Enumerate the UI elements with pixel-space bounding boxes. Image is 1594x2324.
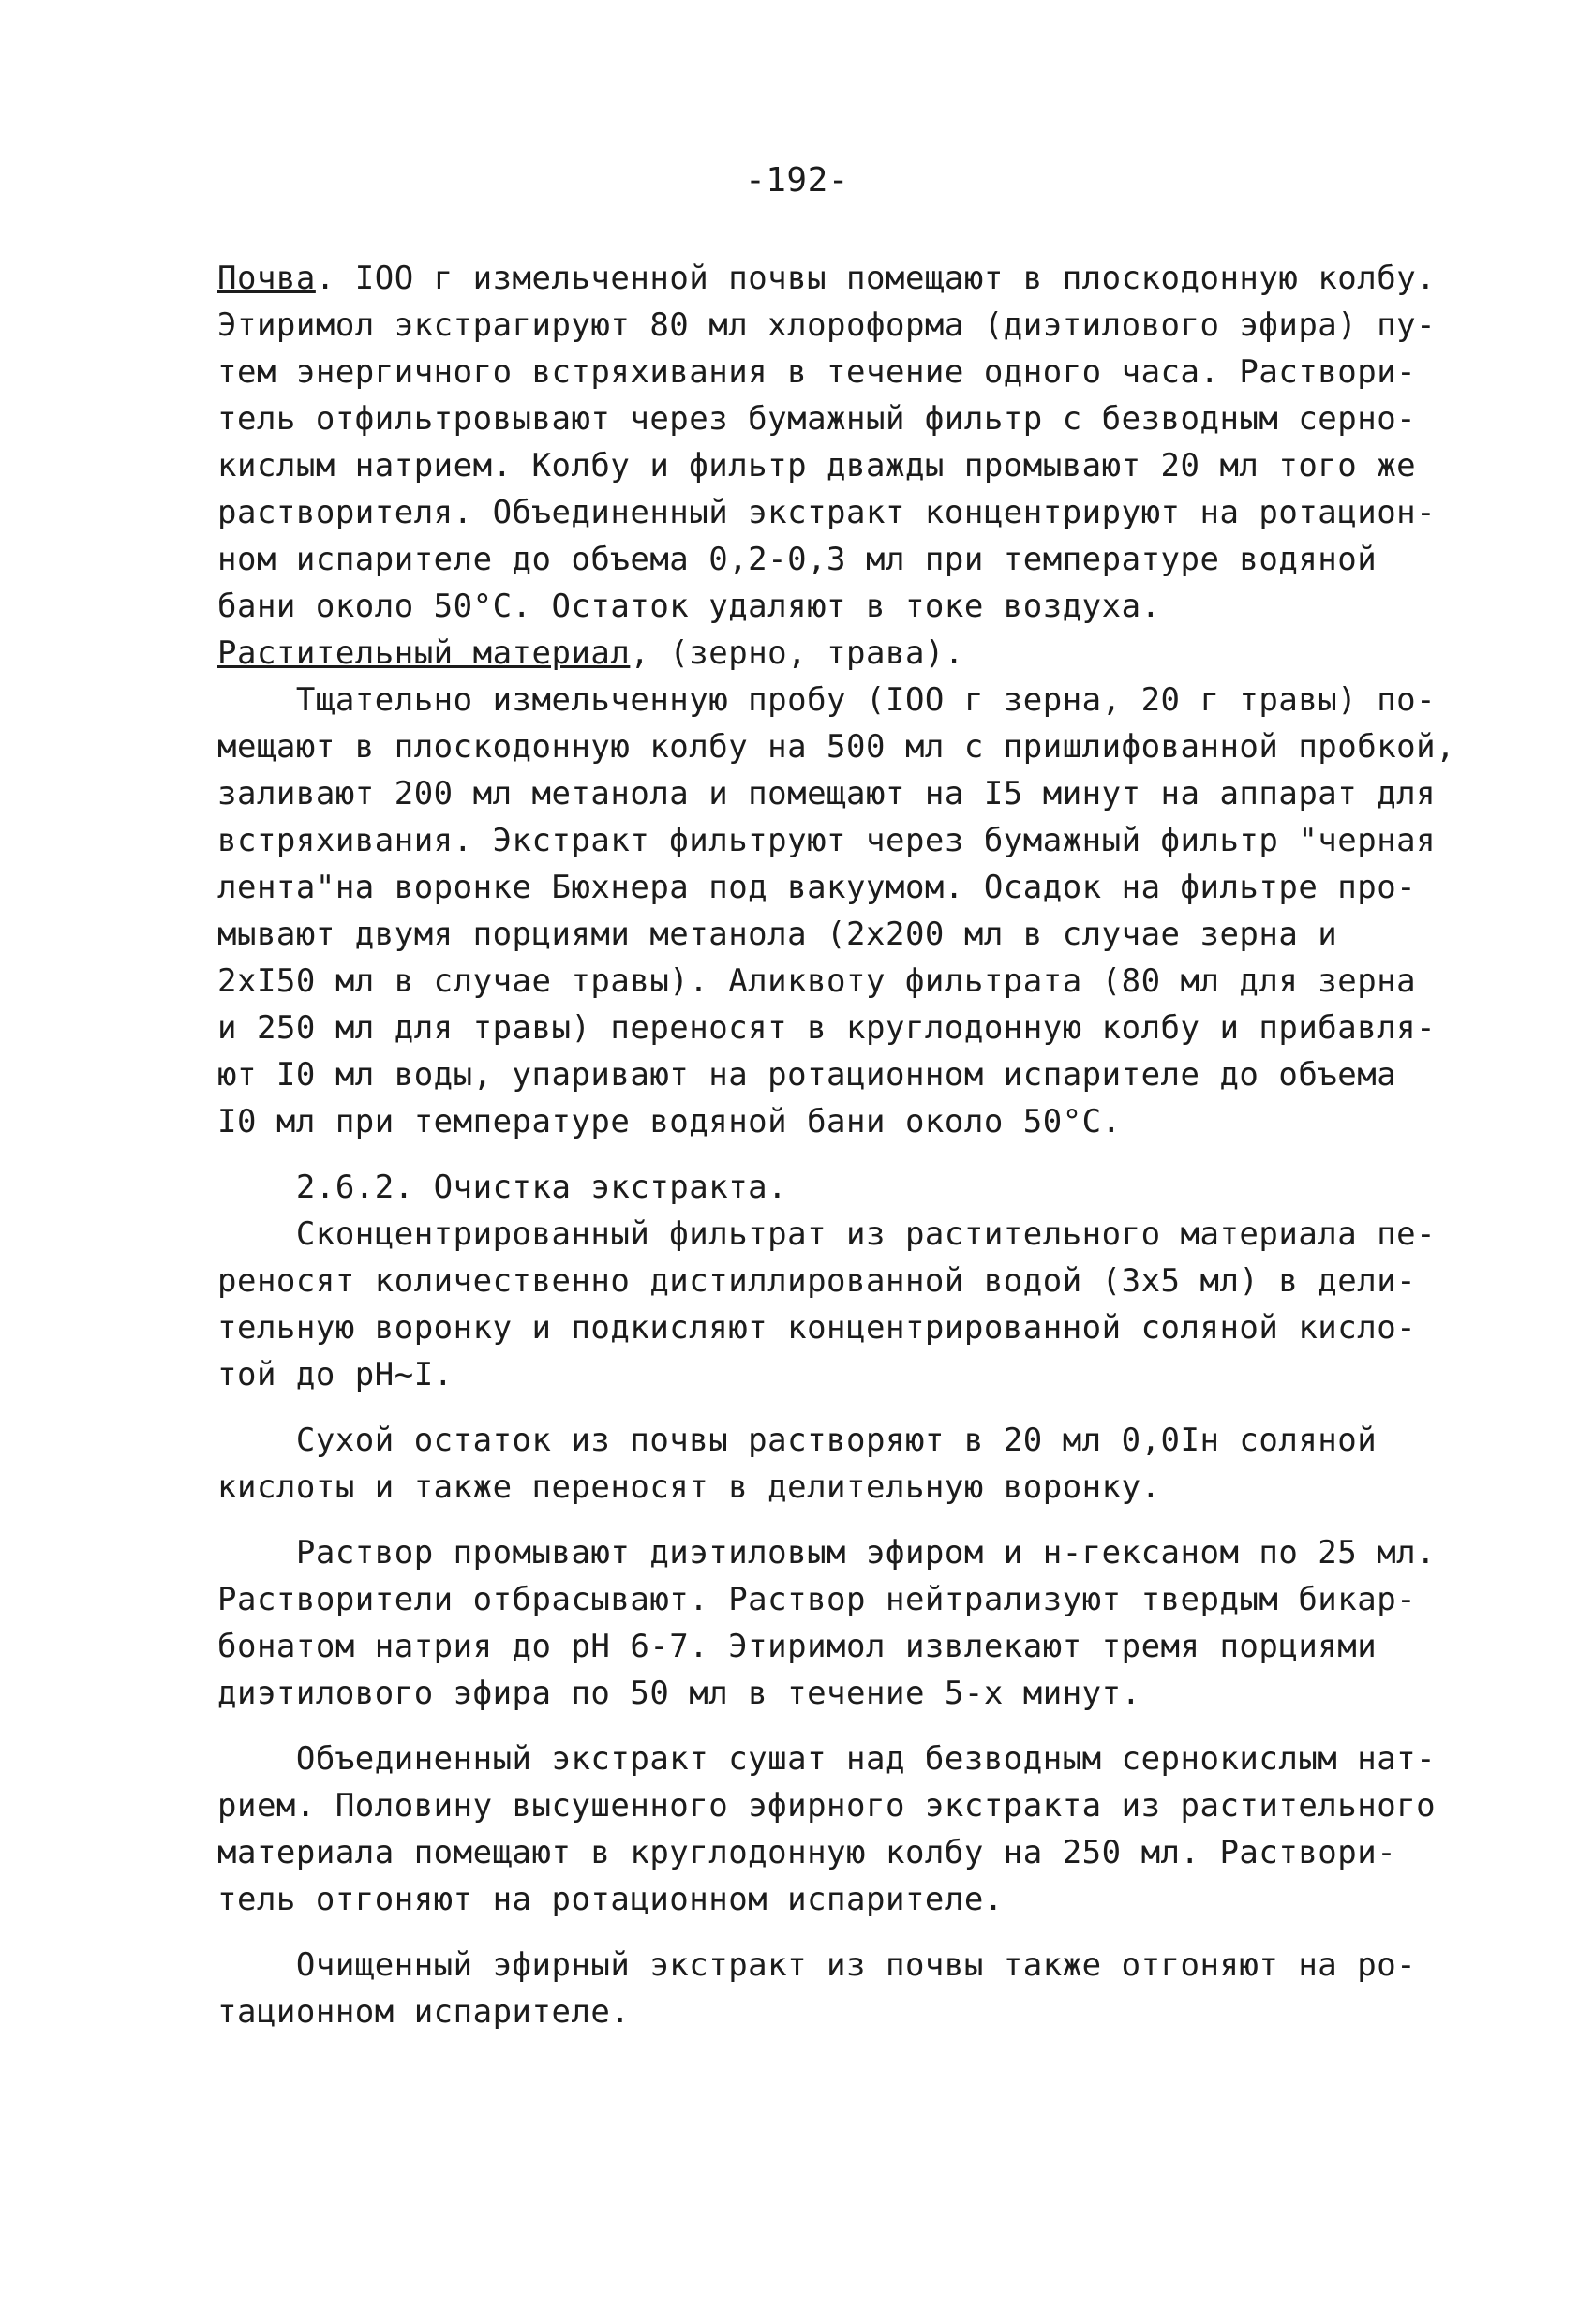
text-fragment: бонатом натрия до рН 6-7. Этиримол извлекают тремя порциями [217, 1628, 1378, 1665]
text-line [217, 1576, 1426, 1623]
text-line [217, 1670, 1426, 1717]
text-line [217, 958, 1426, 1005]
document-body [217, 255, 1456, 2035]
text-line [217, 1351, 1426, 1398]
text-fragment: кислым натрием. Колбу и фильтр дважды промывают 20 мл того же [217, 447, 1417, 484]
text-fragment: тельную воронку и подкисляют концентрированной соляной кисло- [217, 1309, 1417, 1347]
text-fragment: Этиримол экстрагируют 80 мл хлороформа (диэтилового эфира) пу- [217, 306, 1437, 344]
text-fragment: ют I0 мл воды, упаривают на ротационном испарителе до объема [217, 1056, 1397, 1094]
text-fragment: и 250 мл для травы) переносят в круглодонную колбу и прибавля- [217, 1009, 1437, 1047]
text-fragment: лента"на воронке Бюхнера под вакуумом. Осадок на фильтре про- [217, 869, 1417, 906]
text-fragment: Объединенный экстракт сушат над безводным сернокислым нат- [217, 1740, 1437, 1778]
text-line [217, 817, 1437, 864]
text-line [217, 1782, 1437, 1829]
section-heading: Растительный материал [217, 634, 631, 672]
text-line [217, 489, 1437, 536]
text-fragment: кислоты и также переносят в делительную воронку. [217, 1468, 1161, 1506]
text-line [217, 583, 1426, 630]
text-fragment: той до рН~I. [217, 1356, 454, 1393]
text-fragment: тем энергичного встряхивания в течение одного часа. Раствори- [217, 353, 1417, 391]
section-heading: Почва [217, 260, 316, 297]
text-line [217, 302, 1437, 349]
paragraph-gap [217, 1145, 1426, 1164]
text-fragment: Сконцентрированный фильтрат из растительного материала пе- [217, 1215, 1437, 1253]
text-fragment: материала помещают в круглодонную колбу на 250 мл. Раствори- [217, 1834, 1397, 1871]
text-line [217, 1417, 1426, 1464]
text-line [217, 395, 1426, 442]
text-fragment: 2.6.2. Очистка экстракта. [217, 1169, 788, 1206]
text-line [217, 1829, 1426, 1876]
page-number: -192- [745, 161, 849, 200]
text-line [217, 1164, 1426, 1211]
text-fragment: 2хI50 мл в случае травы). Аликвоту фильтрата (80 мл для зерна [217, 962, 1417, 1000]
text-fragment: Сухой остаток из почвы растворяют в 20 мл 0,0Iн соляной [217, 1422, 1378, 1459]
text-line [217, 1258, 1426, 1304]
text-fragment: тель отфильтровывают через бумажный фильтр с безводным серно- [217, 400, 1417, 438]
text-fragment: диэтилового эфира по 50 мл в течение 5-х минут. [217, 1675, 1141, 1712]
text-fragment: тель отгоняют на ротационном испарителе. [217, 1881, 1004, 1918]
text-fragment: тационном испарителе. [217, 1993, 631, 2031]
paragraph-gap [217, 1398, 1426, 1417]
text-fragment: Раствор промывают диэтиловым эфиром и н-гексаном по 25 мл. [217, 1534, 1437, 1572]
text-line [217, 1989, 1426, 2035]
paragraph-gap [217, 1511, 1426, 1529]
text-fragment: мывают двумя порциями метанола (2х200 мл в случае зерна и [217, 916, 1338, 953]
text-fragment: реносят количественно дистиллированной водой (3х5 мл) в дели- [217, 1262, 1417, 1300]
text-line [217, 1736, 1437, 1782]
text-line [217, 1876, 1426, 1923]
text-line [217, 1529, 1437, 1576]
text-line [217, 255, 1437, 302]
text-fragment: Очищенный эфирный экстракт из почвы также отгоняют на ро- [217, 1946, 1417, 1984]
text-line [217, 630, 1426, 677]
text-fragment: , (зерно, трава). [630, 634, 964, 672]
text-line [217, 536, 1426, 583]
text-line [217, 1304, 1426, 1351]
text-line [217, 1942, 1426, 1989]
text-line [217, 723, 1456, 770]
text-line [217, 1051, 1426, 1098]
text-fragment: Тщательно измельченную пробу (IOO г зерна, 20 г травы) по- [217, 681, 1437, 719]
text-fragment: мещают в плоскодонную колбу на 500 мл с пришлифованной пробкой, [217, 728, 1456, 766]
text-line [217, 1464, 1426, 1511]
text-fragment: I0 мл при температуре водяной бани около 50°С. [217, 1103, 1122, 1140]
text-fragment: . IOO г измельченной почвы помещают в плоскодонную колбу. [315, 260, 1437, 297]
text-fragment: встряхивания. Экстракт фильтруют через бумажный фильтр "черная [217, 822, 1437, 859]
paragraph-gap [217, 1717, 1426, 1736]
text-line [217, 1211, 1437, 1258]
text-line [217, 1005, 1437, 1051]
text-line [217, 864, 1426, 911]
text-line [217, 1623, 1426, 1670]
text-line [217, 770, 1437, 817]
text-fragment: рием. Половину высушенного эфирного экстракта из растительного [217, 1787, 1437, 1825]
text-line [217, 911, 1426, 958]
text-fragment: ном испарителе до объема 0,2-0,3 мл при температуре водяной [217, 541, 1378, 578]
text-line [217, 349, 1426, 395]
text-line [217, 677, 1437, 723]
text-fragment: Растворители отбрасывают. Раствор нейтрализуют твердым бикар- [217, 1581, 1417, 1618]
text-fragment: бани около 50°С. Остаток удаляют в токе воздуха. [217, 588, 1161, 625]
text-line [217, 442, 1426, 489]
text-fragment: растворителя. Объединенный экстракт концентрируют на ротацион- [217, 494, 1437, 531]
text-line [217, 1098, 1426, 1145]
paragraph-gap [217, 1923, 1426, 1942]
text-fragment: заливают 200 мл метанола и помещают на I5 минут на аппарат для [217, 775, 1437, 812]
